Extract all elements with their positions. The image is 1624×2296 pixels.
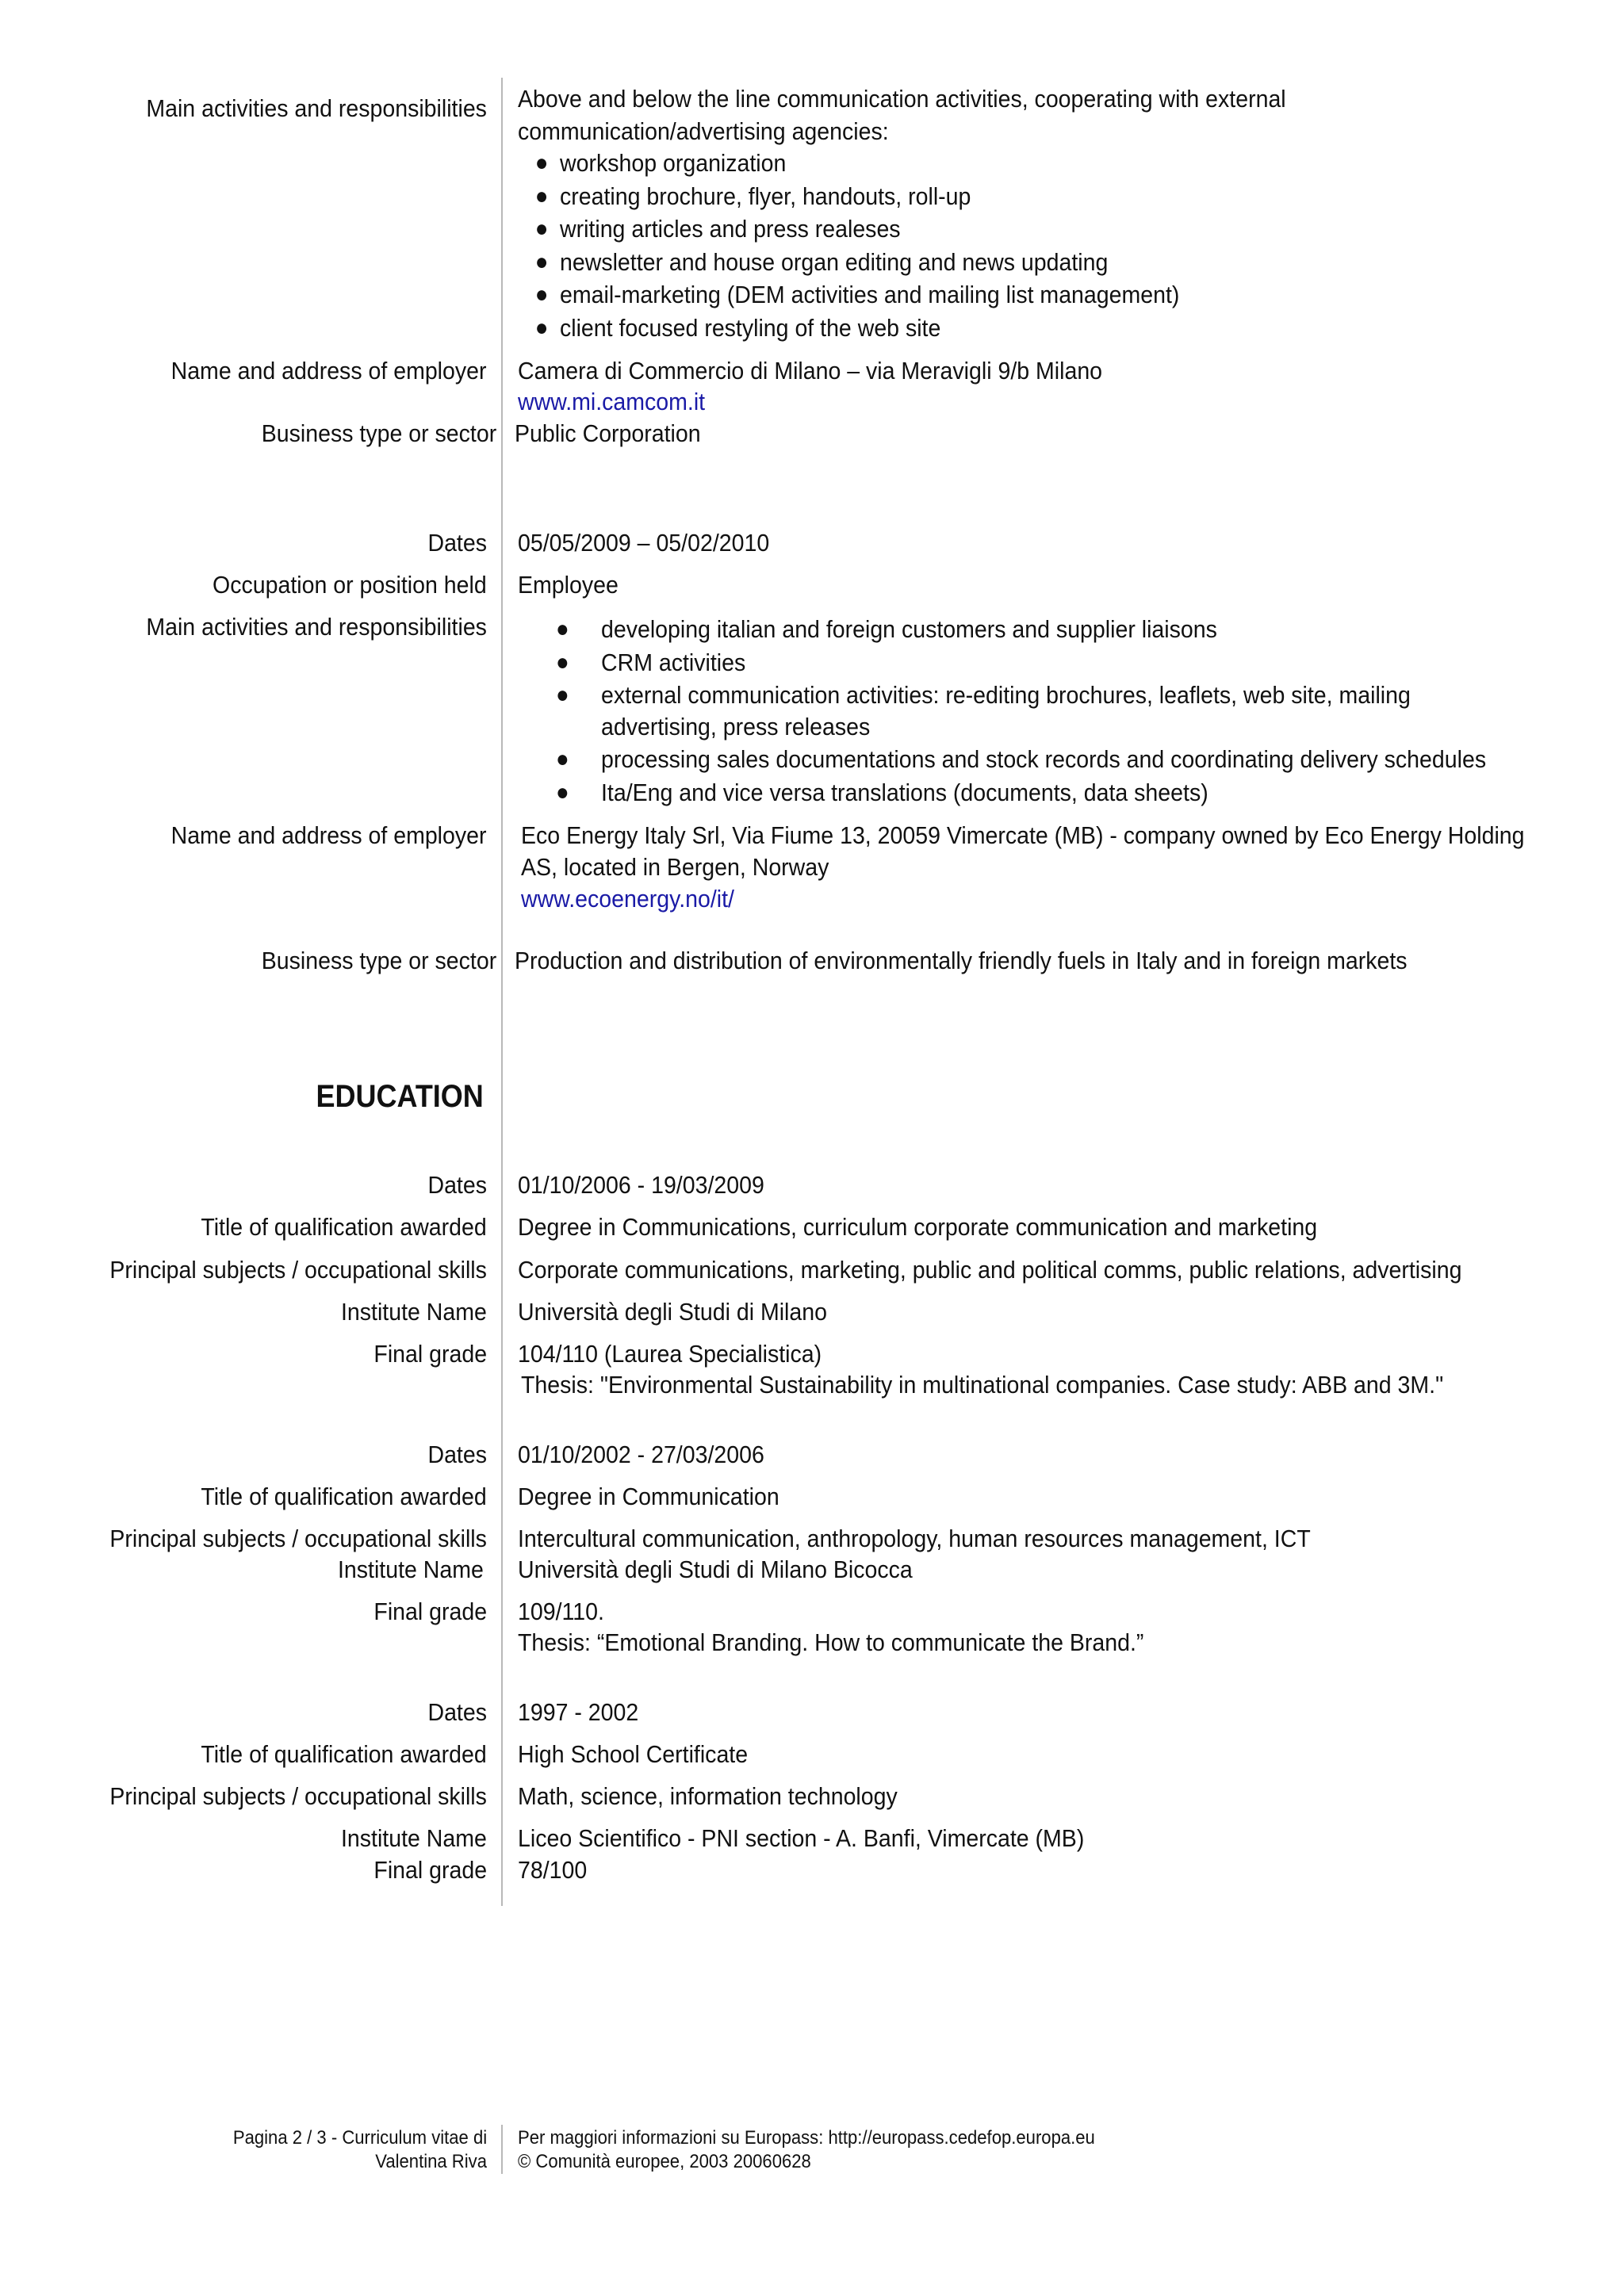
subjects-label: Principal subjects / occupational skills — [109, 1782, 487, 1810]
grade-value: 104/110 (Laurea Specialistica) — [518, 1340, 822, 1368]
list-item: ● client focused restyling of the web site — [560, 312, 1179, 345]
list-item: ● writing articles and press realeses — [560, 212, 1179, 246]
dates-value: 05/05/2009 – 05/02/2010 — [518, 529, 770, 557]
institute-value: Università degli Studi di Milano — [518, 1298, 827, 1326]
dates-value: 01/10/2006 - 19/03/2009 — [518, 1171, 764, 1199]
dates-label: Dates — [427, 1441, 487, 1468]
bullet-icon: ● — [555, 616, 569, 642]
list-item: ● email-marketing (DEM activities and mailing list management) — [560, 278, 1179, 312]
dates-value: 01/10/2002 - 27/03/2006 — [518, 1441, 764, 1468]
bullet-icon: ● — [555, 649, 569, 675]
grade-label: Final grade — [373, 1340, 487, 1368]
qualification-label: Title of qualification awarded — [201, 1213, 487, 1241]
qualification-label: Title of qualification awarded — [201, 1483, 487, 1510]
thesis-value: Thesis: "Environmental Sustainability in multinational companies. Case study: ABB and 3M." — [521, 1371, 1444, 1399]
institute-label: Institute Name — [338, 1556, 484, 1583]
subjects-value: Intercultural communication, anthropology, human resources management, ICT — [518, 1525, 1311, 1552]
bullet-icon: ● — [555, 682, 569, 708]
subjects-value: Corporate communications, marketing, public and political comms, public relations, advertising — [518, 1256, 1462, 1284]
dates-label: Dates — [427, 1171, 487, 1199]
bullet-icon: ● — [555, 779, 569, 806]
activities-list — [534, 147, 1180, 344]
footer-divider — [501, 2125, 503, 2174]
list-item: ● processing sales documentations and stock records and coordinating delivery schedules — [601, 743, 1486, 776]
qualification-value: Degree in Communications, curriculum corporate communication and marketing — [518, 1213, 1318, 1241]
occupation-label: Occupation or position held — [213, 571, 487, 599]
education-heading: EDUCATION — [316, 1079, 484, 1114]
employer-location: AS, located in Bergen, Norway — [521, 853, 829, 881]
employer-link[interactable]: www.ecoenergy.no/it/ — [521, 885, 734, 913]
institute-label: Institute Name — [341, 1298, 487, 1326]
column-divider — [501, 78, 503, 1906]
bullet-icon: ● — [534, 216, 549, 242]
footer-page-info: Pagina 2 / 3 - Curriculum vitae di — [232, 2127, 487, 2149]
activities-intro: communication/advertising agencies: — [518, 117, 889, 145]
employer-name: Camera di Commercio di Milano – via Meravigli 9/b Milano — [518, 357, 1103, 385]
bullet-icon: ● — [534, 248, 549, 275]
institute-label: Institute Name — [341, 1824, 487, 1852]
sector-value: Public Corporation — [515, 419, 701, 447]
subjects-value: Math, science, information technology — [518, 1782, 898, 1810]
activities-list — [555, 613, 1487, 809]
institute-value: Liceo Scientifico - PNI section - A. Banfi, Vimercate (MB) — [518, 1824, 1085, 1852]
dates-label: Dates — [427, 529, 487, 557]
list-item: ● newsletter and house organ editing and news updating — [560, 246, 1179, 279]
subjects-label: Principal subjects / occupational skills — [109, 1256, 487, 1284]
list-item: ● external communication activities: re-editing brochures, leaflets, web site, mailing — [601, 679, 1486, 712]
dates-label: Dates — [427, 1698, 487, 1726]
list-item: ● CRM activities — [601, 646, 1486, 679]
activities-intro: Above and below the line communication activities, cooperating with external — [518, 85, 1286, 113]
sector-label: Business type or sector — [261, 947, 496, 974]
grade-value: 78/100 — [518, 1856, 588, 1884]
list-item: ● Ita/Eng and vice versa translations (documents, data sheets) — [601, 776, 1486, 809]
employer-label: Name and address of employer — [171, 821, 487, 849]
sector-label: Business type or sector — [261, 419, 496, 447]
thesis-value: Thesis: “Emotional Branding. How to communicate the Brand.” — [518, 1628, 1144, 1656]
subjects-label: Principal subjects / occupational skills — [109, 1525, 487, 1552]
bullet-icon: ● — [534, 314, 549, 341]
list-item-continuation: advertising, press releases — [601, 712, 871, 740]
footer-copyright: © Comunità europee, 2003 20060628 — [518, 2151, 811, 2172]
employer-link[interactable]: www.mi.camcom.it — [518, 388, 706, 415]
activities-label: Main activities and responsibilities — [146, 613, 487, 641]
activities-label: Main activities and responsibilities — [146, 94, 487, 122]
occupation-value: Employee — [518, 571, 619, 599]
bullet-icon: ● — [534, 150, 549, 176]
grade-value: 109/110. — [518, 1598, 604, 1625]
footer-europass-info: Per maggiori informazioni su Europass: http://europass.cedefop.europa.eu — [518, 2127, 1095, 2149]
bullet-icon: ● — [534, 281, 549, 308]
grade-label: Final grade — [373, 1598, 487, 1625]
employer-label: Name and address of employer — [171, 357, 487, 385]
institute-value: Università degli Studi di Milano Bicocca — [518, 1556, 913, 1583]
dates-value: 1997 - 2002 — [518, 1698, 639, 1726]
grade-label: Final grade — [373, 1856, 487, 1884]
sector-value: Production and distribution of environmentally friendly fuels in Italy and in foreign markets — [515, 947, 1408, 974]
list-item: ● creating brochure, flyer, handouts, roll-up — [560, 180, 1179, 213]
list-item: ● developing italian and foreign customers and supplier liaisons — [601, 613, 1486, 646]
qualification-value: High School Certificate — [518, 1740, 749, 1768]
footer-author: Valentina Riva — [375, 2151, 487, 2172]
bullet-icon: ● — [534, 182, 549, 209]
bullet-icon: ● — [555, 746, 569, 772]
list-item: ● workshop organization — [560, 147, 1179, 180]
employer-name: Eco Energy Italy Srl, Via Fiume 13, 20059 Vimercate (MB) - company owned by Eco Energy Holding — [521, 821, 1525, 849]
qualification-label: Title of qualification awarded — [201, 1740, 487, 1768]
qualification-value: Degree in Communication — [518, 1483, 779, 1510]
